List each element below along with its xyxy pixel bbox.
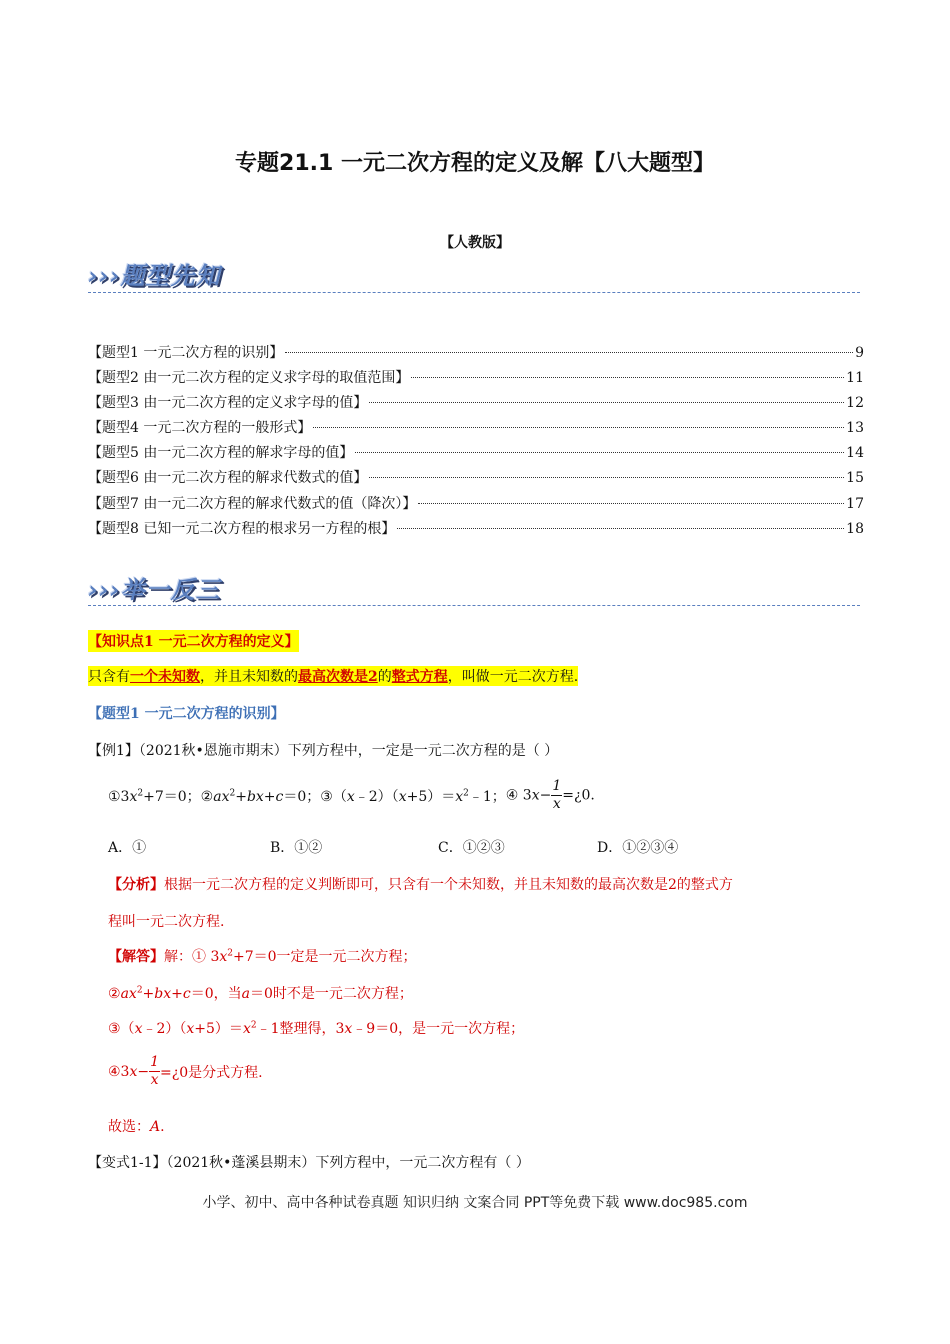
- divider: [88, 292, 860, 293]
- solution-line-2: $②ax^2+bx+c=0$，当a＝0时不是一元二次方程；: [108, 985, 413, 1002]
- page-title: 专题21.1 一元二次方程的定义及解【八大题型】: [235, 151, 715, 176]
- option-c[interactable]: C．①②③: [438, 840, 505, 856]
- solution-line-3: $③(x﹣2)(x+5)=x^2﹣1$整理得，3x﹣9＝0，是一元一次方程；: [108, 1020, 525, 1037]
- toc-item[interactable]: 【题型1 一元二次方程的识别】 9: [88, 345, 864, 361]
- analysis-continued: 程叫一元二次方程.: [108, 914, 225, 930]
- option-b[interactable]: B．①②: [270, 840, 323, 856]
- toc-item[interactable]: 【题型6 由一元二次方程的解求代数式的值】 15: [88, 470, 864, 486]
- toc-item[interactable]: 【题型8 已知一元二次方程的根求另一方程的根】 18: [88, 521, 864, 537]
- edition-label: 【人教版】: [440, 235, 510, 251]
- toc-item[interactable]: 【题型5 由一元二次方程的解求字母的值】 14: [88, 445, 864, 461]
- toc-item[interactable]: 【题型4 一元二次方程的一般形式】 13: [88, 420, 864, 436]
- knowledge-point-heading: 【知识点1 一元二次方程的定义】: [88, 630, 299, 652]
- banner-practice: ›››举一反三: [88, 576, 221, 604]
- banner-question-types: ›››题型先知: [88, 262, 221, 290]
- toc-item[interactable]: 【题型3 由一元二次方程的定义求字母的值】 12: [88, 395, 864, 411]
- knowledge-point-text: 只含有一个未知数，并且未知数的最高次数是2的整式方程，叫做一元二次方程.: [88, 666, 578, 686]
- question-type-heading: 【题型1 一元二次方程的识别】: [88, 706, 285, 722]
- footer: 小学、初中、高中各种试卷真题 知识归纳 文案合同 PPT等免费下载 www.doc985.com: [202, 1195, 748, 1211]
- variant-prompt: 【变式1-1】（2021秋•蓬溪县期末）下列方程中，一元二次方程有（ ）: [88, 1155, 530, 1171]
- toc-item[interactable]: 【题型2 由一元二次方程的定义求字母的取值范围】 11: [88, 370, 864, 386]
- solution-line-4: ④3 x − $\frac{1}{x}$ =¿0是分式方程.: [108, 1054, 263, 1088]
- solution-line-1: 【解答】解：① $3x^2+7=0$一定是一元二次方程；: [108, 948, 417, 965]
- analysis: 【分析】根据一元二次方程的定义判断即可，只含有一个未知数，并且未知数的最高次数是2的整式方: [108, 877, 733, 893]
- divider: [88, 605, 860, 606]
- example-prompt: 【例1】（2021秋•恩施市期末）下列方程中，一定是一元二次方程的是（ ）: [88, 743, 559, 759]
- example-equations: $①3x^2+7=0$； $②ax^2+bx+c=0$； $③(x﹣2)(x+5)=x^2﹣1$； ④ 3x− $\frac{1}{x}$ =¿0.: [108, 778, 595, 812]
- option-d[interactable]: D．①②③④: [597, 840, 679, 856]
- option-a[interactable]: A．①: [108, 840, 147, 856]
- solution-answer: 故选：A.: [108, 1119, 165, 1135]
- toc-item[interactable]: 【题型7 由一元二次方程的解求代数式的值（降次）】 17: [88, 496, 864, 512]
